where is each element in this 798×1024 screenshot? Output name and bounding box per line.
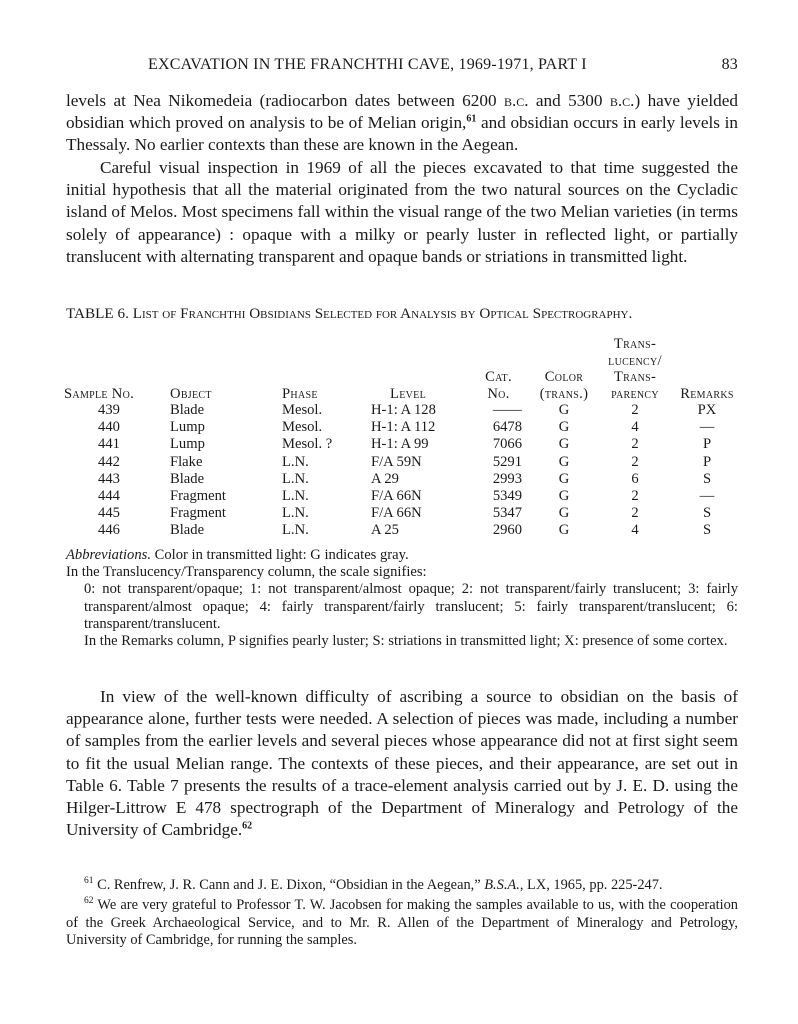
cell-object: Flake <box>170 453 203 470</box>
table-row <box>64 454 742 471</box>
col-header-object: Object <box>170 385 212 402</box>
page-number: 83 <box>721 56 738 73</box>
cell-remarks: — <box>699 488 715 505</box>
trans-header-line-2: lucency/ <box>608 352 662 369</box>
cell-remarks: P <box>702 453 712 470</box>
cell-trans: 2 <box>631 436 639 453</box>
cell-cat: 2993 <box>492 470 522 487</box>
cat-header-line-1: Cat. <box>485 369 512 385</box>
obsidian-table <box>64 336 742 540</box>
footnote-62 <box>66 897 738 950</box>
footnote-ref-61[interactable]: 61 <box>466 113 477 125</box>
cell-cat: 7066 <box>492 436 522 453</box>
cell-object: Lump <box>170 436 205 453</box>
cell-remarks: P <box>702 436 712 453</box>
p1-bc-2: b.c. <box>609 91 635 110</box>
running-head-title: EXCAVATION IN THE FRANCHTHI CAVE, 1969-1971, PART I <box>148 56 587 73</box>
col-header-remarks: Remarks <box>680 385 734 402</box>
footnote-62-number: 62 <box>84 896 94 906</box>
footnote-61-text: C. Renfrew, J. R. Cann and J. E. Dixon, “Obsidian in the Aegean,” <box>93 877 485 893</box>
cell-sample: 443 <box>98 470 120 487</box>
color-header-line-2: (trans.) <box>539 385 589 402</box>
cell-object: Fragment <box>170 505 226 522</box>
cell-cat: 6478 <box>492 419 522 436</box>
p3-text: In view of the well-known difficulty of ascribing a source to obsidian on the basis of appearance alone, further tests were needed. A selection of pieces was made, including a number of samples from the earlier levels and several pieces whose appearance did not at first sight seem to fit the usual Melian range. The contexts of these pieces, and their appearance, are set out in Table 6. Table 7 presents the results of a trace-element analysis carried out by J. E. D. using the Hilger-Littrow E 478 spectrograph of the Department of Mineralogy and Petrology of the University of Cambridge. <box>66 687 738 840</box>
cell-trans: 2 <box>631 488 639 505</box>
abbreviations-label: Abbreviations. <box>66 547 151 563</box>
cell-remarks: S <box>702 470 712 487</box>
paragraph-further-tests <box>66 686 738 841</box>
table-body <box>64 402 742 540</box>
footnote-62-text: We are very grateful to Professor T. W. Jacobsen for making the samples available to us, with the cooperation of the Greek Archaeological Service, and to Mr. R. Allen of the Department of Mineralogy and Petrology, University of Cambridge, for running the samples. <box>66 896 738 949</box>
cell-cat: —— <box>492 402 522 418</box>
footnote-61 <box>66 877 738 895</box>
cell-phase: Mesol. <box>282 419 323 436</box>
cell-phase: Mesol. ? <box>282 436 333 453</box>
remarks-definition: In the Remarks column, P signifies pearly luster; S: striations in transmitted light; X: presence of some cortex. <box>84 633 728 650</box>
cell-level: H-1: A 99 <box>371 436 429 453</box>
cell-color: G <box>558 505 570 522</box>
cell-level: F/A 59N <box>371 453 422 470</box>
cell-sample: 440 <box>98 419 120 436</box>
trans-header-line-4: parency <box>611 385 659 402</box>
table-row <box>64 505 742 522</box>
footnote-61-journal: B.S.A. <box>484 877 520 893</box>
cell-color: G <box>558 436 570 453</box>
cell-cat: 2960 <box>492 522 522 539</box>
abbreviations-note <box>66 547 738 564</box>
cell-level: H-1: A 112 <box>371 419 436 436</box>
cell-object: Blade <box>170 402 205 418</box>
footnotes <box>66 877 738 952</box>
cell-color: G <box>558 522 570 539</box>
cell-object: Blade <box>170 470 205 487</box>
cell-remarks: S <box>702 505 712 522</box>
table-row <box>64 522 742 539</box>
footnote-61-number: 61 <box>84 876 94 887</box>
p1-text-b: and 5300 <box>528 91 610 110</box>
cell-remarks: PX <box>697 402 717 418</box>
cell-sample: 444 <box>98 488 120 505</box>
cell-trans: 2 <box>631 453 639 470</box>
col-header-color <box>530 336 598 402</box>
footnote-61-pages: , LX, 1965, pp. 225-247. <box>519 877 663 893</box>
abbreviations-text: Color in transmitted light: G indicates gray. <box>150 547 409 563</box>
cell-sample: 439 <box>98 402 120 418</box>
scale-intro: In the Translucency/Transparency column, the scale signifies: <box>66 564 427 581</box>
cell-trans: 4 <box>631 522 639 539</box>
cell-color: G <box>558 419 570 436</box>
col-header-cat <box>467 336 530 402</box>
cell-trans: 6 <box>631 470 639 487</box>
cell-remarks: S <box>702 522 712 539</box>
cell-object: Lump <box>170 419 205 436</box>
table-row <box>64 471 742 488</box>
table-row <box>64 488 742 505</box>
cell-phase: Mesol. <box>282 402 323 418</box>
table-caption <box>66 305 766 323</box>
cell-sample: 445 <box>98 505 120 522</box>
scale-definition: 0: not transparent/opaque; 1: not transparent/almost opaque; 2: not transparent/fairly translucent; 3: fairly transparent/almost opaque; 4: fairly transparent/fairly translucent; 5: fairly transparent/translucent; 6: transparent/translucent. <box>84 581 738 632</box>
cell-remarks: — <box>699 419 715 436</box>
col-header-phase: Phase <box>282 385 318 402</box>
cell-cat: 5291 <box>492 453 522 470</box>
color-header-line-1: Color <box>544 369 584 385</box>
col-header-translucency <box>598 336 672 402</box>
trans-header-line-3: Trans- <box>613 369 657 385</box>
cell-level: F/A 66N <box>371 488 422 505</box>
cell-color: G <box>558 402 570 418</box>
cell-trans: 2 <box>631 505 639 522</box>
cell-sample: 442 <box>98 453 120 470</box>
p1-text-d: and obsidian occurs in early levels in Thessaly. No earlier contexts than these are known in the Aegean. <box>66 113 738 155</box>
cell-phase: L.N. <box>282 505 309 522</box>
cat-header-line-2: No. <box>487 385 510 402</box>
col-header-sample: Sample No. <box>64 385 135 402</box>
cell-phase: L.N. <box>282 453 309 470</box>
cell-cat: 5347 <box>492 505 522 522</box>
cell-sample: 441 <box>98 436 120 453</box>
cell-trans: 2 <box>631 402 639 418</box>
cell-color: G <box>558 488 570 505</box>
trans-header-line-1: Trans- <box>613 336 657 352</box>
cell-trans: 4 <box>631 419 639 436</box>
cell-level: H-1: A 128 <box>371 402 436 418</box>
table-label: TABLE 6. <box>66 305 129 322</box>
cell-level: F/A 66N <box>371 505 422 522</box>
p1-text-c: ) have yielded obsidian which proved on analysis to be of Melian origin, <box>66 91 738 133</box>
cell-cat: 5349 <box>492 488 522 505</box>
cell-phase: L.N. <box>282 522 309 539</box>
table-row <box>64 402 742 419</box>
p1-bc-1: b.c. <box>503 91 529 110</box>
col-header-level: Level <box>390 385 426 402</box>
cell-color: G <box>558 470 570 487</box>
cell-object: Blade <box>170 522 205 539</box>
cell-phase: L.N. <box>282 488 309 505</box>
table-notes <box>66 547 738 650</box>
cell-color: G <box>558 453 570 470</box>
table-row <box>64 419 742 436</box>
table-row <box>64 436 742 453</box>
cell-level: A 29 <box>371 470 399 487</box>
cell-phase: L.N. <box>282 470 309 487</box>
paragraph-visual-inspection: Careful visual inspection in 1969 of all the pieces excavated to that time suggested the initial hypothesis that all the material originated from the two natural sources on the Cycladic island of Melos. Most specimens fall within the visual range of the two Melian varieties (in terms solely of appearance) : opaque with a milky or pearly luster in reflected light, or partially translucent with alternating transparent and opaque bands or striations in transmitted light. <box>66 158 738 266</box>
cell-sample: 446 <box>98 522 120 539</box>
running-head <box>66 56 738 80</box>
cell-object: Fragment <box>170 488 226 505</box>
table-title: List of Franchthi Obsidians Selected for Analysis by Optical Spectrography. <box>132 305 633 322</box>
cell-level: A 25 <box>371 522 399 539</box>
footnote-ref-62[interactable]: 62 <box>242 820 253 832</box>
paragraph-nea-nikomedeia <box>66 90 738 157</box>
p1-text-a: levels at Nea Nikomedeia (radiocarbon dates between 6200 <box>66 91 504 110</box>
